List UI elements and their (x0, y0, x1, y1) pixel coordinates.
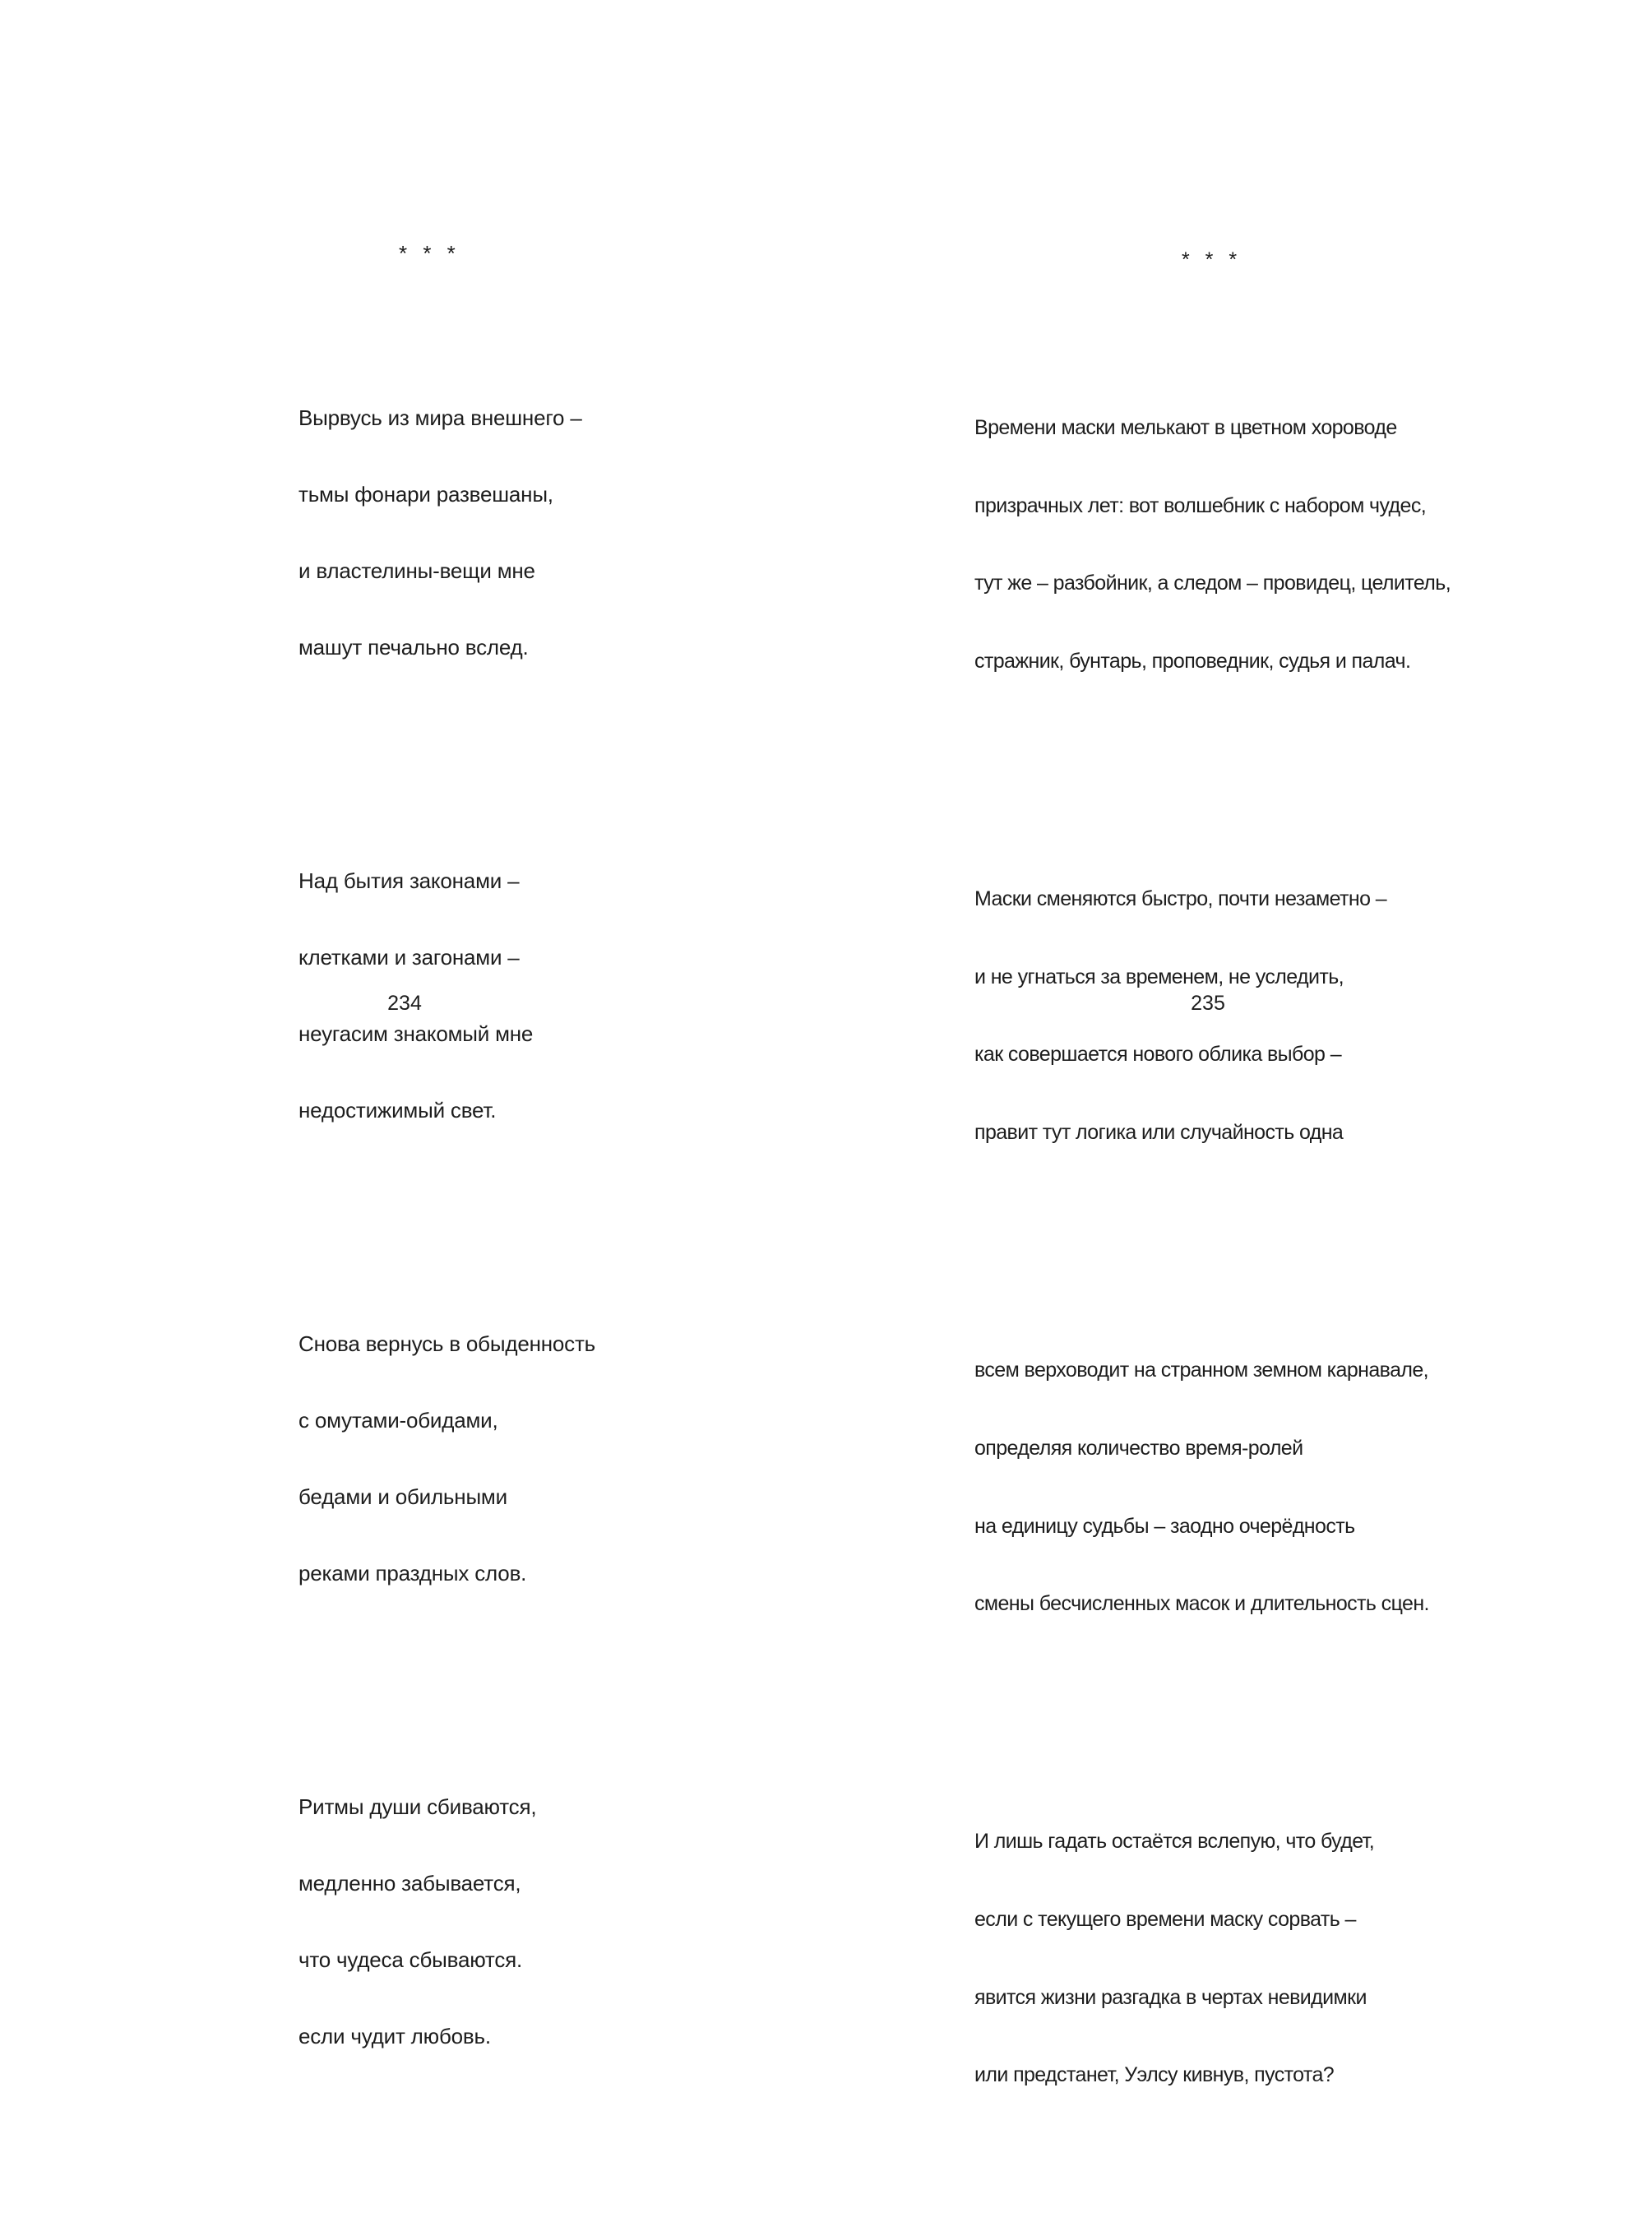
poem-line: Маски сменяются быстро, почти незаметно – (974, 886, 1387, 910)
page-number-right: 235 (1191, 992, 1225, 1015)
poem-line: неугасим знакомый мне (298, 1021, 534, 1046)
poem-line: недостижимый свет. (298, 1098, 497, 1123)
poem-line: с омутами-обидами, (298, 1408, 498, 1433)
poem-stanza (298, 354, 595, 711)
poem-line: Над бытия законами – (298, 868, 520, 893)
poem-line: медленно забывается, (298, 1871, 521, 1896)
poem-line: машут печально вслед. (298, 635, 529, 660)
poem-line: если с текущего времени маску сорвать – (974, 1907, 1356, 1931)
poem-stanza (974, 1777, 1451, 2141)
poem-line: клетками и загонами – (298, 945, 520, 970)
poem-left-page (298, 190, 595, 2181)
poem-line: если чудит любовь. (298, 2024, 491, 2048)
poem-line: правит тут логика или случайность одна (974, 1121, 1344, 1145)
poem-line: Ритмы души сбиваются, (298, 1794, 537, 1819)
poem-line: как совершается нового облика выбор – (974, 1043, 1342, 1067)
poem-separator-asterisks: * * * (1182, 248, 1242, 272)
page-number-left: 234 (387, 992, 422, 1015)
poem-line: Вырвусь из мира внешнего – (298, 405, 582, 430)
poem-stanza (298, 1743, 595, 2100)
poem-line: реками праздных слов. (298, 1561, 527, 1585)
poem-line: призрачных лет: вот волшебник с набором чудес, (974, 493, 1427, 517)
poem-line: определяя количество время-ролей (974, 1436, 1303, 1460)
poem-line: или предстанет, Уэлсу кивнув, пустота? (974, 2063, 1335, 2087)
poem-separator-asterisks: * * * (399, 241, 460, 266)
poem-line: Времени маски мелькают в цветном хороводе (974, 415, 1397, 439)
poem-line: бедами и обильными (298, 1484, 507, 1509)
poem-line: явится жизни разгадка в чертах невидимки (974, 1985, 1367, 2009)
poem-right-page (974, 196, 1451, 2222)
poem-line: и не угнаться за временем, не уследить, (974, 965, 1344, 988)
poem-line: всем верховодит на странном земном карнавале, (974, 1358, 1429, 1382)
poem-stanza (298, 817, 595, 1174)
poem-line: Снова вернусь в обыденность (298, 1331, 596, 1356)
poem-stanza (974, 835, 1451, 1198)
poem-line: на единицу судьбы – заодно очерёдность (974, 1514, 1355, 1538)
poem-line: тьмы фонари развешаны, (298, 482, 553, 507)
poem-line: что чудеса сбываются. (298, 1947, 523, 1972)
poem-line: смены бесчисленных масок и длительность сцен. (974, 1592, 1429, 1616)
poem-stanza (298, 1280, 595, 1637)
poem-line: стражник, бунтарь, проповедник, судья и палач. (974, 650, 1411, 674)
poem-line: и властелины-вещи мне (298, 558, 535, 583)
poem-stanza (974, 1306, 1451, 1669)
poem-line: тут же – разбойник, а следом – провидец, целитель, (974, 572, 1451, 595)
poem-line: И лишь гадать остаётся вслепую, что будет, (974, 1830, 1375, 1854)
poem-stanza (974, 363, 1451, 727)
